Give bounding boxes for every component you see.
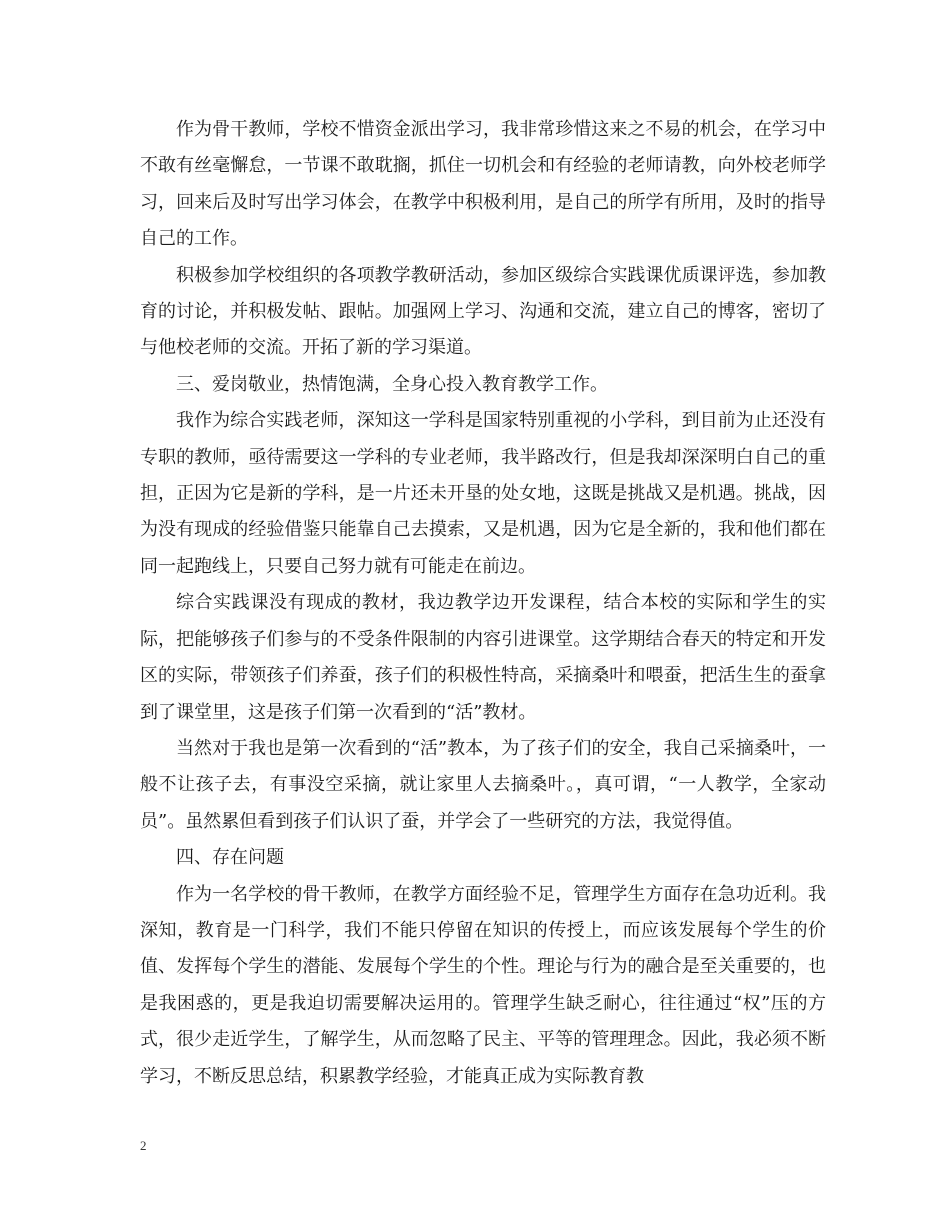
section-heading-dedication: 三、爱岗敬业，热情饱满，全身心投入教育教学工作。 <box>176 373 608 395</box>
paragraph-course-development: 综合实践课没有现成的教材，我边教学边开发课程，结合本校的实际和学生的实际，把能够孩子们参与的不受条件限制的内容引进课堂。这学期结合春天的特定和开发区的实际，带领孩子们养蚕，孩子们的积极性特高，采摘桑叶和喂蚕，把活生生的蚕拿到了课堂里，这是孩子们第一次看到的“活”教材。 <box>140 592 826 723</box>
document-body <box>140 112 826 1095</box>
paragraph-silkworm-materials: 当然对于我也是第一次看到的“活”教本，为了孩子们的安全，我自己采摘桑叶，一般不让孩子去，有事没空采摘，就让家里人去摘桑叶。，真可谓，“一人教学，全家动员”。虽然累但看到孩子们认识了蚕，并学会了一些研究的方法，我觉得值。 <box>140 737 826 832</box>
paragraph-training: 作为骨干教师，学校不惜资金派出学习，我非常珍惜这来之不易的机会，在学习中不敢有丝毫懈怠，一节课不敢耽搁，抓住一切机会和有经验的老师请教，向外校老师学习，回来后及时写出学习体会，在教学中积极利用，是自己的所学有所用，及时的指导自己的工作。 <box>140 119 826 250</box>
paragraph-practice-teacher: 我作为综合实践老师，深知这一学科是国家特别重视的小学科，到目前为止还没有专职的教师，亟待需要这一学科的专业老师，我半路改行，但是我却深深明白自己的重担，正因为它是新的学科，是一片还未开垦的处女地，这既是挑战又是机遇。挑战，因为没有现成的经验借鉴只能靠自己去摸索，又是机遇，因为它是全新的，我和他们都在同一起跑线上，只要自己努力就有可能走在前边。 <box>140 410 826 577</box>
page-number: 2 <box>140 1138 147 1153</box>
section-heading-problems: 四、存在问题 <box>176 847 284 869</box>
paragraph-research-activities: 积极参加学校组织的各项教学教研活动，参加区级综合实践课优质课评选，参加教育的讨论，并积极发帖、跟帖。加强网上学习、沟通和交流，建立自己的博客，密切了与他校老师的交流。开拓了新的学习渠道。 <box>140 264 826 359</box>
paragraph-existing-problems: 作为一名学校的骨干教师，在教学方面经验不足，管理学生方面存在急功近利。我深知，教育是一门科学，我们不能只停留在知识的传授上，而应该发展每个学生的价值、发挥每个学生的潜能、发展每个学生的个性。理论与行为的融合是至关重要的，也是我困惑的，更是我迫切需要解决运用的。管理学生缺乏耐心，往往通过“权”压的方式，很少走近学生，了解学生，从而忽略了民主、平等的管理理念。因此，我必须不断学习，不断反思总结，积累教学经验，才能真正成为实际教育教 <box>140 883 826 1087</box>
